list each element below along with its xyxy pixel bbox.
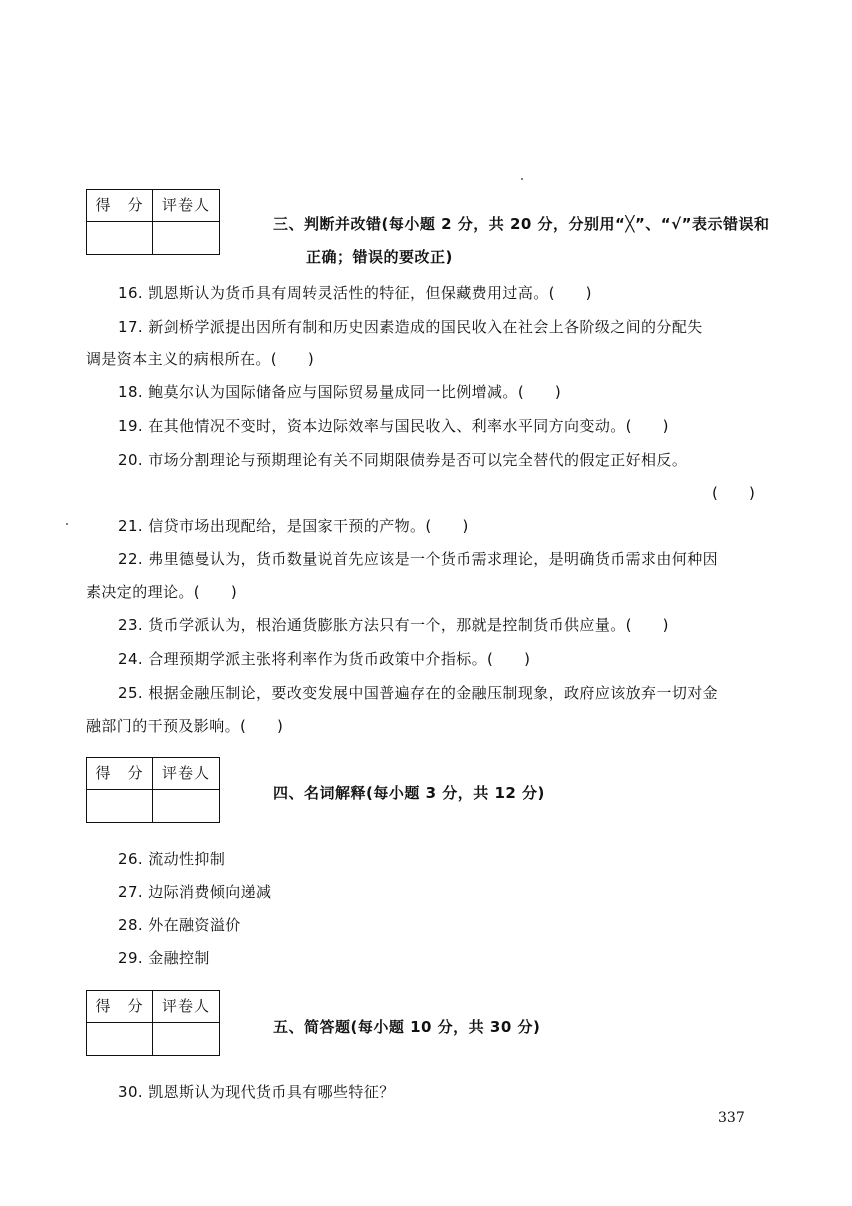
scan-speck: [521, 178, 523, 180]
question-18: 18. 鲍莫尔认为国际储备应与国际贸易量成同一比例增减。( ): [118, 383, 562, 401]
section-4-title: 四、名词解释(每小题 3 分，共 12 分): [273, 784, 545, 802]
question-16: 16. 凯恩斯认为货币具有周转灵活性的特征，但保藏费用过高。( ): [118, 284, 592, 302]
score-box: [86, 990, 220, 1056]
page-number: 337: [718, 1110, 745, 1126]
score-cell[interactable]: [87, 1023, 153, 1055]
question-24: 24. 合理预期学派主张将利率作为货币政策中介指标。( ): [118, 650, 531, 668]
question-25-line2: 融部门的干预及影响。( ): [86, 717, 284, 735]
question-19: 19. 在其他情况不变时，资本边际效率与国民收入、利率水平同方向变动。( ): [118, 417, 669, 435]
question-29: 29. 金融控制: [118, 949, 210, 967]
score-cell[interactable]: [87, 222, 153, 254]
score-box: [86, 189, 220, 255]
grader-label: 评卷人: [153, 190, 219, 222]
question-17-line2: 调是资本主义的病根所在。( ): [86, 350, 315, 368]
section-5-title: 五、简答题(每小题 10 分，共 30 分): [273, 1018, 541, 1036]
grader-cell[interactable]: [153, 1023, 219, 1055]
score-box: [86, 757, 220, 823]
score-label: 得 分: [87, 190, 153, 222]
grader-cell[interactable]: [153, 222, 219, 254]
question-27: 27. 边际消费倾向递减: [118, 883, 272, 901]
section-3-title-line2: 正确；错误的要改正): [306, 248, 453, 266]
question-17-line1: 17. 新剑桥学派提出因所有制和历史因素造成的国民收入在社会上各阶级之间的分配失: [118, 318, 703, 336]
score-label: 得 分: [87, 991, 153, 1023]
grader-cell[interactable]: [153, 790, 219, 822]
scan-speck: [66, 523, 68, 525]
grader-label: 评卷人: [153, 991, 219, 1023]
section-3-title-line1: 三、判断并改错(每小题 2 分，共 20 分，分别用“╳”、“√”表示错误和: [273, 215, 770, 233]
question-20-line2: ( ): [712, 484, 756, 502]
question-21: 21. 信贷市场出现配给，是国家干预的产物。( ): [118, 517, 469, 535]
question-23: 23. 货币学派认为，根治通货膨胀方法只有一个，那就是控制货币供应量。( ): [118, 616, 669, 634]
question-22-line2: 素决定的理论。( ): [86, 583, 238, 601]
question-22-line1: 22. 弗里德曼认为，货币数量说首先应该是一个货币需求理论，是明确货币需求由何种因: [118, 550, 719, 568]
question-26: 26. 流动性抑制: [118, 850, 226, 868]
grader-label: 评卷人: [153, 758, 219, 790]
question-20-line1: 20. 市场分割理论与预期理论有关不同期限债券是否可以完全替代的假定正好相反。: [118, 451, 688, 469]
question-28: 28. 外在融资溢价: [118, 916, 241, 934]
score-cell[interactable]: [87, 790, 153, 822]
score-label: 得 分: [87, 758, 153, 790]
question-25-line1: 25. 根据金融压制论，要改变发展中国普遍存在的金融压制现象，政府应该放弃一切对金: [118, 684, 719, 702]
question-30: 30. 凯恩斯认为现代货币具有哪些特征？: [118, 1083, 395, 1101]
